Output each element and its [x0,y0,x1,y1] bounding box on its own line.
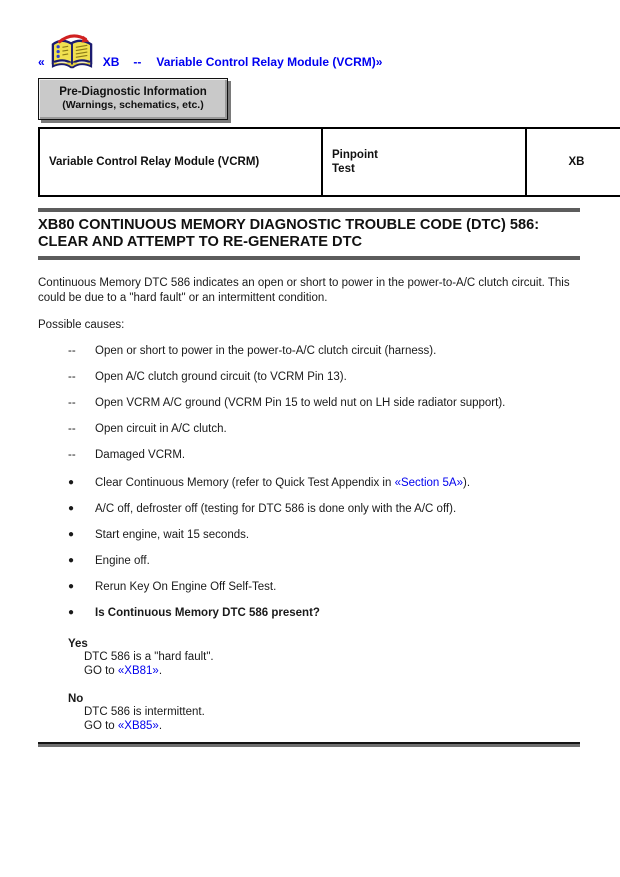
pre-diagnostic-info-button[interactable] [38,78,228,120]
answer-yes-block [38,637,580,678]
bullet-icon: ● [68,555,75,566]
dash-marker: -- [68,449,76,461]
bullet-icon: ● [68,581,75,592]
cause-text: Open circuit in A/C clutch. [95,423,227,435]
pre-diagnostic-button-line2: (Warnings, schematics, etc.) [62,99,204,111]
list-item [38,528,580,542]
xb81-link[interactable]: «XB81» [117,664,159,677]
step-text: Start engine, wait 15 seconds. [95,529,250,541]
page-title: XB80 CONTINUOUS MEMORY DIAGNOSTIC TROUBLE CODE (DTC) 586: CLEAR AND ATTEMPT TO RE-GENERATE DTC [38,217,540,250]
cause-text: Open VCRM A/C ground (VCRM Pin 15 to weld nut on LH side radiator support). [95,397,506,409]
answer-no-block [38,692,580,733]
answer-yes-result: DTC 586 is a "hard fault". [84,651,214,663]
test-code-cell: XB [526,128,620,196]
open-book-icon[interactable] [50,34,94,72]
step-text: Rerun Key On Engine Off Self-Test. [95,581,277,593]
possible-causes-label: Possible causes: [38,319,125,331]
pinpoint-test-line1: Pinpoint [332,149,378,161]
list-item-question [38,606,580,620]
goto-period: . [158,664,163,677]
bottom-divider-rule [38,742,580,747]
answer-yes-label: Yes [68,638,88,650]
bullet-icon: ● [68,503,75,514]
step-text: A/C off, defroster off (testing for DTC 586 is done only with the A/C off). [95,503,457,515]
dash-marker: -- [68,345,76,357]
cause-text: Open or short to power in the power-to-A/C clutch circuit (harness). [95,345,437,357]
answer-no-result: DTC 586 is intermittent. [84,706,205,718]
pre-diagnostic-button-line1: Pre-Diagnostic Information [59,86,207,98]
list-item [38,502,580,516]
table-row [39,128,620,196]
xb85-link[interactable]: «XB85» [117,719,159,732]
intro-paragraph: Continuous Memory DTC 586 indicates an open or short to power in the power-to-A/C clutch circuit. This could be due to a "hard fault" or an intermittent condition. [38,277,570,304]
goto-text: GO to [84,719,118,732]
breadcrumb [38,0,580,72]
divider-rule [38,208,580,212]
list-item [38,580,580,594]
breadcrumb-code-link[interactable]: XB [102,55,120,69]
step-text: Engine off. [95,555,150,567]
cause-text: Damaged VCRM. [95,449,186,461]
breadcrumb-title-link[interactable]: Variable Control Relay Module (VCRM)» [156,55,383,69]
pinpoint-test-cell [322,128,526,196]
cause-text: Open A/C clutch ground circuit (to VCRM Pin 13). [95,371,347,383]
bullet-icon: ● [68,477,75,488]
step-text-post: ). [462,477,471,489]
dash-marker: -- [68,423,76,435]
list-item [38,370,580,384]
section-5a-link[interactable]: «Section 5A» [394,477,463,489]
module-name-cell: Variable Control Relay Module (VCRM) [39,128,322,196]
breadcrumb-separator: -- [133,55,142,69]
goto-text: GO to [84,664,118,677]
step-text [95,476,580,490]
pinpoint-test-line2: Test [332,163,355,175]
divider-rule [38,256,580,260]
left-guillemet: « [38,55,45,69]
step-text-pre: Clear Continuous Memory (refer to Quick Test Appendix in [95,477,395,489]
list-item [38,396,580,410]
pinpoint-test-header-table [38,127,620,197]
list-item [38,554,580,568]
answer-no-goto [84,720,580,734]
bullet-icon: ● [68,607,75,618]
list-item [38,422,580,436]
answer-no-label: No [68,693,84,705]
bullet-icon: ● [68,529,75,540]
dash-marker: -- [68,397,76,409]
list-item [38,476,580,490]
list-item [38,344,580,358]
dash-marker: -- [68,371,76,383]
answer-yes-goto [84,665,580,679]
goto-period: . [158,719,163,732]
list-item [38,448,580,462]
question-text: Is Continuous Memory DTC 586 present? [95,607,320,619]
